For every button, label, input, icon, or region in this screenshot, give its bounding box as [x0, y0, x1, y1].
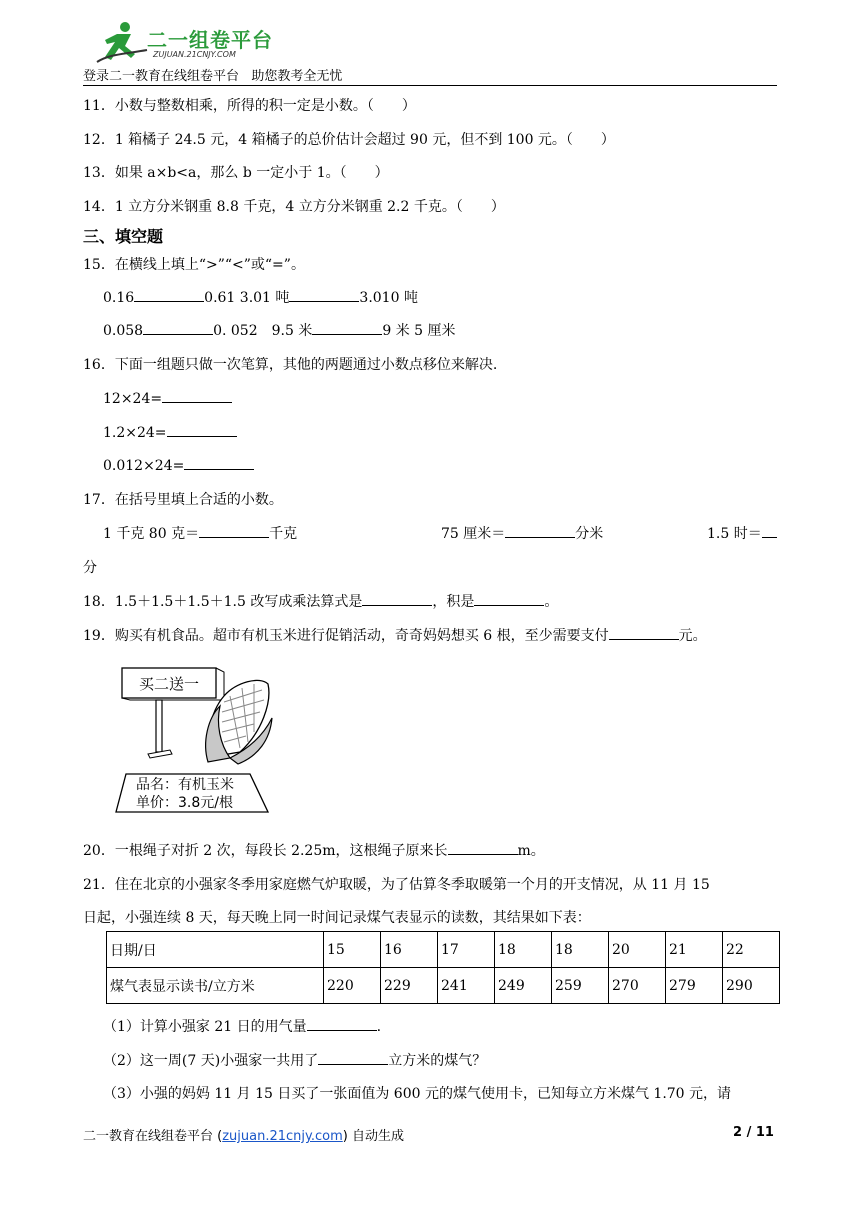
- answer-blank[interactable]: [199, 523, 269, 538]
- table-cell: 259: [552, 968, 609, 1004]
- question-17-item-a: [103, 523, 297, 543]
- table-cell: 20: [609, 932, 666, 968]
- logo: [95, 20, 275, 64]
- table-cell: 17: [438, 932, 495, 968]
- answer-blank[interactable]: [505, 523, 575, 538]
- q17-text: 75 厘米＝: [441, 526, 506, 542]
- table-cell: 249: [495, 968, 552, 1004]
- table-cell: 22: [723, 932, 780, 968]
- answer-blank[interactable]: [143, 320, 213, 335]
- answer-blank[interactable]: [474, 591, 544, 606]
- q18-text: 。: [544, 594, 559, 610]
- answer-blank[interactable]: [312, 320, 382, 335]
- footer-link[interactable]: zujuan.21cnjy.com: [222, 1129, 343, 1144]
- q19-text: 元。: [678, 628, 707, 644]
- q15-text: 0. 052 9.5 米: [213, 323, 313, 339]
- answer-blank[interactable]: [184, 455, 254, 470]
- question-16-item-1: [103, 388, 232, 407]
- q15-text: 0.16: [103, 290, 135, 306]
- q15-text: 0.61 3.01 吨: [204, 290, 290, 306]
- answer-blank[interactable]: [167, 422, 237, 437]
- q17-text: 1 千克 80 克＝: [103, 526, 200, 542]
- q16-expr: 0.012×24=: [103, 458, 185, 474]
- table-cell: 220: [324, 968, 381, 1004]
- q21-text: （1）计算小强家 21 日的用气量: [103, 1019, 307, 1035]
- q20-text: m。: [517, 843, 545, 859]
- table-cell: 241: [438, 968, 495, 1004]
- answer-blank[interactable]: [318, 1050, 388, 1065]
- answer-blank[interactable]: [134, 287, 204, 302]
- table-cell: 229: [381, 968, 438, 1004]
- answer-blank[interactable]: [762, 523, 777, 538]
- question-15: 15．在横线上填上“>”“<”或“=”。: [83, 257, 305, 273]
- q21-text: （2）这一周(7 天)小强家一共用了: [103, 1053, 319, 1069]
- q18-text: ，积是: [432, 594, 475, 610]
- q17-text: 1.5 时＝: [707, 526, 762, 542]
- footer-source: [83, 1125, 404, 1144]
- q17-unit-wrap: 分: [83, 560, 97, 576]
- answer-blank[interactable]: [362, 591, 432, 606]
- table-cell: 270: [609, 968, 666, 1004]
- question-12: 12．1 箱橘子 24.5 元，4 箱橘子的总价估计会超过 90 元，但不到 100 元。（ ）: [83, 132, 615, 148]
- question-14: 14．1 立方分米钢重 8.8 千克，4 立方分米钢重 2.2 千克。（ ）: [83, 199, 505, 215]
- question-16-item-2: [103, 422, 237, 441]
- q15-text: 3.010 吨: [359, 290, 418, 306]
- q18-text: 18．1.5＋1.5＋1.5＋1.5 改写成乘法算式是: [83, 594, 363, 610]
- logo-text-en: ZUJUAN.21CNJY.COM: [153, 50, 236, 59]
- q17-unit: 分米: [575, 526, 604, 542]
- answer-blank[interactable]: [448, 840, 518, 855]
- answer-blank[interactable]: [289, 287, 359, 302]
- question-21-sub-1: [103, 1016, 381, 1036]
- section-heading: 三、填空题: [83, 227, 164, 246]
- question-17-item-c: [707, 523, 777, 543]
- table-cell: 16: [381, 932, 438, 968]
- product-price-label: 单价：3.8元/根: [136, 795, 233, 811]
- header-tagline: 登录二一教育在线组卷平台 助您教考全无忧: [83, 69, 343, 84]
- question-21-sub-2: [103, 1050, 486, 1070]
- logo-text-cn: 二一组卷平台: [147, 28, 273, 52]
- table-row: [107, 932, 780, 968]
- product-name-label: 品名：有机玉米: [136, 777, 234, 793]
- question-21-sub-3: （3）小强的妈妈 11 月 15 日买了一张面值为 600 元的煤气使用卡，已知每立方米煤气 1.70 元，请: [103, 1086, 732, 1102]
- q21-text: 立方米的煤气？: [388, 1053, 487, 1069]
- question-16-item-3: [103, 455, 254, 474]
- answer-blank[interactable]: [307, 1016, 377, 1031]
- question-21-line-2: 日起，小强连续 8 天，每天晚上同一时间记录煤气表显示的读数，其结果如下表：: [83, 910, 591, 926]
- question-19: [83, 625, 707, 645]
- table-cell: 15: [324, 932, 381, 968]
- q17-unit: 千克: [269, 526, 298, 542]
- answer-blank[interactable]: [162, 388, 232, 403]
- question-11: 11．小数与整数相乘，所得的积一定是小数。（ ）: [83, 98, 416, 114]
- question-20: [83, 840, 545, 860]
- question-15-row-2: [103, 320, 456, 340]
- page-number: 2 / 11: [733, 1125, 774, 1140]
- gas-reading-table: [106, 931, 780, 1004]
- question-16: 16．下面一组题只做一次笔算，其他的两题通过小数点移位来解决.: [83, 357, 498, 373]
- runner-logo-icon: [95, 20, 149, 64]
- sign-text: 买二送一: [138, 675, 200, 693]
- question-17-item-b: [441, 523, 603, 543]
- q15-text: 0.058: [103, 323, 144, 339]
- question-15-row-1: [103, 287, 418, 307]
- corn-promotion-illustration: [112, 662, 276, 814]
- q19-text: 19．购买有机食品。超市有机玉米进行促销活动，奇奇妈妈想买 6 根，至少需要支付: [83, 628, 609, 644]
- footer-text: 二一教育在线组卷平台 (: [83, 1129, 223, 1144]
- q16-expr: 12×24=: [103, 391, 163, 407]
- table-row: [107, 968, 780, 1004]
- table-cell: 21: [666, 932, 723, 968]
- question-18: [83, 591, 558, 611]
- table-header-cell: 日期/日: [107, 932, 324, 968]
- footer-text: ) 自动生成: [342, 1129, 404, 1144]
- answer-blank[interactable]: [609, 625, 679, 640]
- header-divider: [83, 85, 777, 86]
- q15-text: 9 米 5 厘米: [382, 323, 456, 339]
- table-cell: 279: [666, 968, 723, 1004]
- question-13: 13．如果 a×b<a，那么 b 一定小于 1。（ ）: [83, 165, 389, 181]
- q21-text: .: [376, 1019, 382, 1035]
- sign-post: [156, 700, 162, 752]
- question-21-line-1: 21．住在北京的小强家冬季用家庭燃气炉取暖，为了估算冬季取暖第一个月的开支情况，从 11 月 15: [83, 877, 710, 893]
- table-cell: 290: [723, 968, 780, 1004]
- table-cell: 18: [495, 932, 552, 968]
- q16-expr: 1.2×24=: [103, 425, 167, 441]
- table-header-cell: 煤气表显示读书/立方米: [107, 968, 324, 1004]
- table-cell: 18: [552, 932, 609, 968]
- question-17: 17．在括号里填上合适的小数。: [83, 492, 283, 508]
- q20-text: 20．一根绳子对折 2 次，每段长 2.25m，这根绳子原来长: [83, 843, 448, 859]
